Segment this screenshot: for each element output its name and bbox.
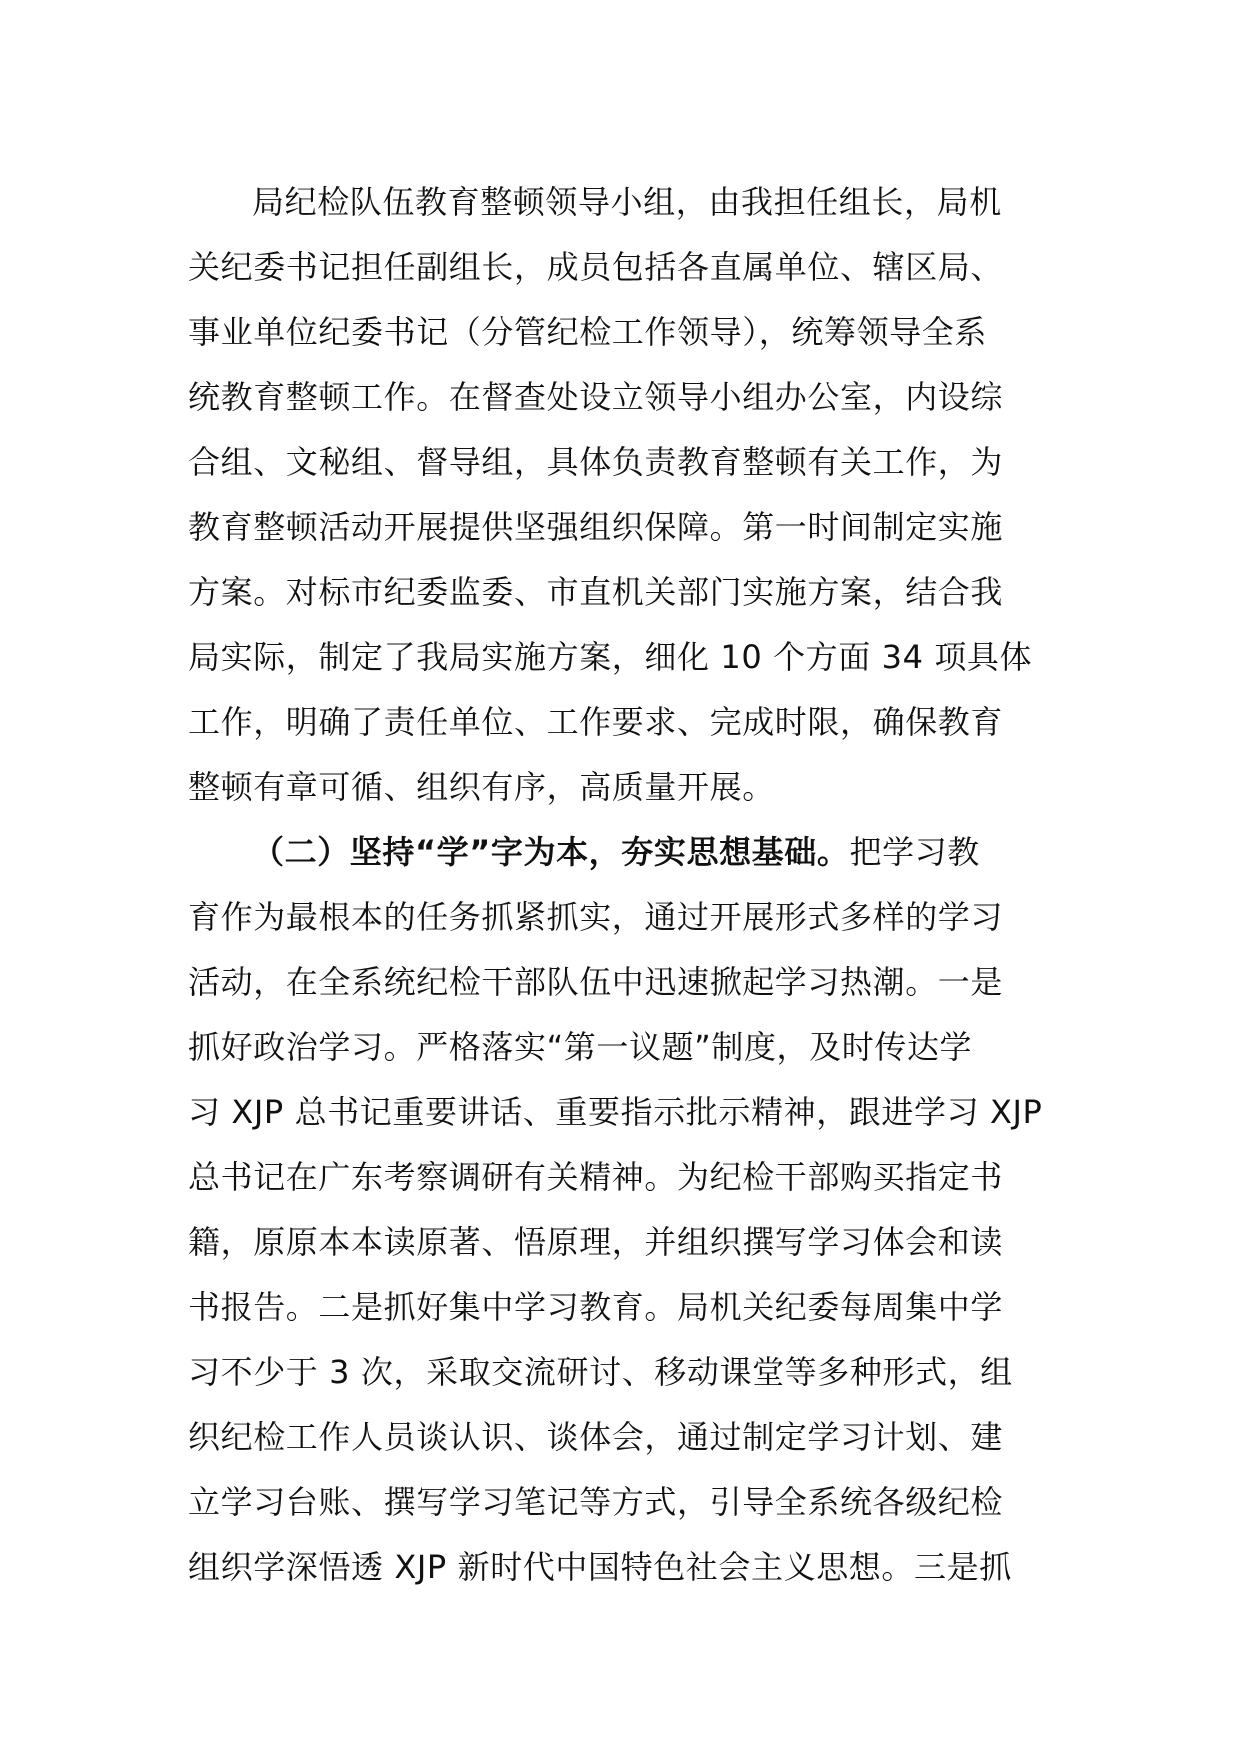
paragraph-line: 教育整顿活动开展提供坚强组织保障。第一时间制定实施 — [188, 508, 1004, 546]
paragraph-line: 习 XJP 总书记重要讲话、重要指示批示精神，跟进学习 XJP — [188, 1093, 1043, 1131]
paragraph-line: 织纪检工作人员谈认识、谈体会，通过制定学习计划、建 — [188, 1418, 1004, 1456]
paragraph-line: 合组、文秘组、督导组，具体负责教育整顿有关工作，为 — [188, 443, 1004, 481]
paragraph-line: 局纪检队伍教育整顿领导小组，由我担任组长，局机 — [252, 183, 1002, 221]
paragraph-first-line — [188, 820, 1056, 885]
heading-trailing-text: 把学习教 — [849, 833, 980, 871]
paragraph-1 — [188, 170, 1056, 820]
paragraph-line: 统教育整顿工作。在督查处设立领导小组办公室，内设综 — [188, 378, 1004, 416]
paragraph-line: 局实际，制定了我局实施方案，细化 10 个方面 34 项具体 — [188, 638, 1033, 676]
document-body — [188, 170, 1056, 1600]
paragraph-2 — [188, 820, 1056, 1600]
section-heading: （二）坚持“学”字为本，夯实思想基础。 — [252, 833, 850, 871]
paragraph-line: 关纪委书记担任副组长，成员包括各直属单位、辖区局、 — [188, 248, 1004, 286]
paragraph-line: 整顿有章可循、组织有序，高质量开展。 — [188, 768, 775, 806]
paragraph-line: 立学习台账、撰写学习笔记等方式，引导全系统各级纪检 — [188, 1483, 1004, 1521]
paragraph-line: 抓好政治学习。严格落实“第一议题”制度，及时传达学 — [188, 1028, 973, 1066]
paragraph-line: 习不少于 3 次，采取交流研讨、移动课堂等多种形式，组 — [188, 1353, 1013, 1391]
paragraph-line: 方案。对标市纪委监委、市直机关部门实施方案，结合我 — [188, 573, 1004, 611]
paragraph-line: 书报告。二是抓好集中学习教育。局机关纪委每周集中学 — [188, 1288, 1004, 1326]
paragraph-line: 活动，在全系统纪检干部队伍中迅速掀起学习热潮。一是 — [188, 963, 1004, 1001]
paragraph-line: 事业单位纪委书记（分管纪检工作领导），统筹领导全系 — [188, 313, 988, 351]
paragraph-line: 工作，明确了责任单位、工作要求、完成时限，确保教育 — [188, 703, 1004, 741]
paragraph-line: 总书记在广东考察调研有关精神。为纪检干部购买指定书 — [188, 1158, 1004, 1196]
paragraph-line: 组织学深悟透 XJP 新时代中国特色社会主义思想。三是抓 — [188, 1548, 1012, 1586]
paragraph-line: 籍，原原本本读原著、悟原理，并组织撰写学习体会和读 — [188, 1223, 1004, 1261]
paragraph-line: 育作为最根本的任务抓紧抓实，通过开展形式多样的学习 — [188, 898, 1004, 936]
